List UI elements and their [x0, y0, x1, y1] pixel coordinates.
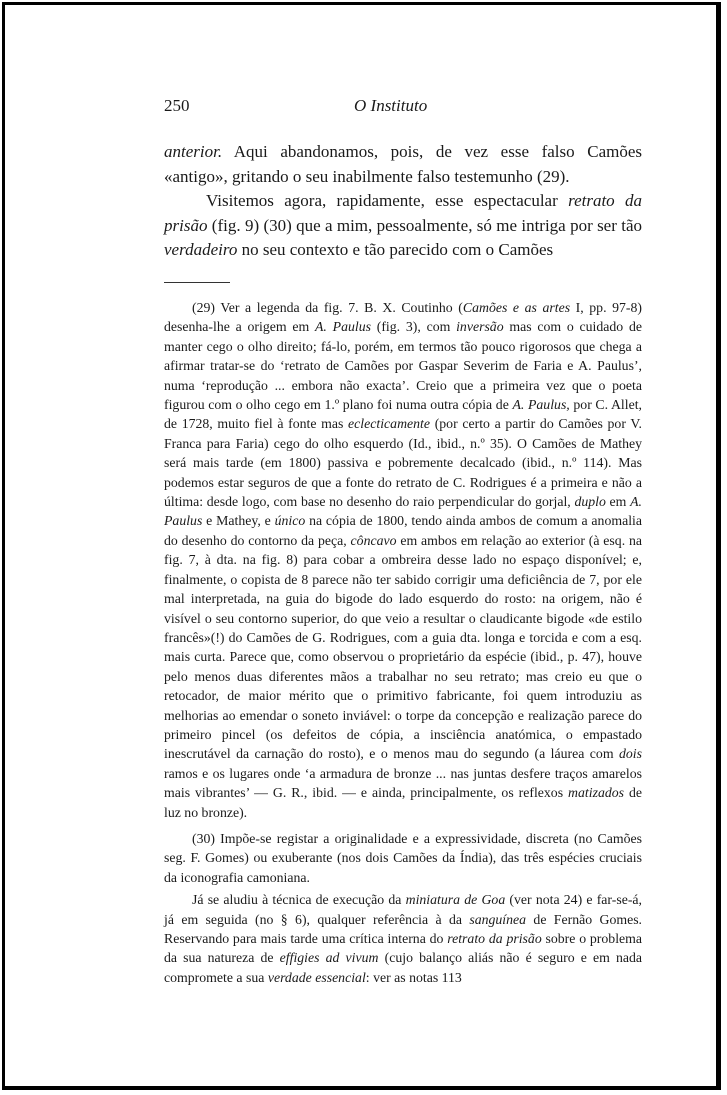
text-run: de Fernão Gomes. Reservando para mais tarde uma crítica interna do — [164, 911, 643, 946]
text-run: (cujo balanço aliás não é seguro e em nada compromete a sua — [164, 950, 642, 985]
italic-text: A. Paulus — [164, 494, 642, 529]
text-run: : ver as notas 113 — [365, 969, 462, 985]
text-run: Aqui abandonamos, pois, de vez esse falso Camões «antigo», gritando o seu inabilmente falso testemunho (29). — [164, 142, 642, 186]
italic-text: A. Paulus, — [512, 397, 570, 413]
italic-text: anterior. — [164, 142, 223, 161]
footnote-separator — [164, 282, 230, 283]
text-run: (30) Impõe-se registar a originalidade e a expressividade, discreta (no Camões seg. F. Gomes) ou exuberante (nos dois Camões da Índia), das três espécies cruciais da iconografia camoniana. — [164, 830, 642, 885]
text-run: em — [605, 494, 631, 510]
body-paragraph — [164, 189, 642, 263]
running-title: O Instituto — [354, 96, 428, 115]
text-run: ramos e os lugares onde ‘a armadura de bronze ... nas juntas desfere traços amarelos mais vibrantes’ — G. R., ibid. — e ainda, principalmente, os reflexos — [164, 765, 642, 801]
footnote-29 — [164, 298, 642, 822]
italic-text: verdade essencial — [267, 969, 366, 985]
text-run: no seu contexto e tão parecido com o Camões — [237, 240, 554, 260]
text-run: (ver nota 24) e far-se-á, já em seguida (no § 6), qualquer referência à da — [164, 892, 642, 927]
text-run: Visitemos agora, rapidamente, esse espectacular — [206, 191, 569, 211]
text-run: e Mathey, e — [202, 513, 275, 529]
text-run: Já se aludiu à técnica de execução da — [192, 892, 406, 908]
body-text — [164, 140, 642, 263]
italic-text: dois — [619, 746, 642, 762]
footnote-30-continued — [164, 890, 642, 987]
text-run: em ambos em relação ao exterior (à esq. na fig. 7, à dta. na fig. 8) para cobar a ombreira desse lado no espaço disponível; e, finalmente, o copista de 8 parece não ter sabido corrigir uma deficiência de 7, por ele mal interpretada, na guia do bigode do lado esquerdo do rosto: na origem, não é visível o seu contorno superior, do que veio a resultar o claudicante bigode «de estilo francês»(!) do Camões de G. Rodrigues, com a guia dta. longa e torcida e com a esq. mais curta. Parece que, como observou o proprietário da espécie (ibid., p. 47), houve pelo menos duas diferentes mãos a trabalhar no seu retrato; mas creio eu que o retocador, de maior mérito que o primitivo fabricante, foi quem introduziu as melhorias ao emendar o soneto inviável: o torpe da concepção e realização parece do primeiro pincel (os defeitos de cópia, a insciência anatómica, o empastado inescrutável da carnação do rosto), e o menos mau do segundo (a láurea com — [164, 532, 642, 762]
text-run: (fig. 9) (30) que a mim, pessoalmente, só me intriga por ser tão — [207, 215, 642, 235]
text-run: na cópia de 1800, tendo ainda ambos de comum a anomalia do desenho do contorno da peça, — [164, 513, 642, 548]
text-run: I, pp. 97-8) desenha-lhe a origem em — [164, 300, 642, 335]
footnotes — [164, 298, 642, 987]
italic-text: eclecticamente — [348, 416, 431, 432]
page-header — [164, 96, 642, 120]
italic-text: côncavo — [350, 532, 397, 548]
text-run: mas com o cuidado de manter cego o olho direito; fá-lo, porém, em termos tão pouco rigorosos que chega a afirmar tratar-se do ‘retrato de Camões por Gaspar Severim de Faria e A. Paulus’, numa ‘reprodução ... embora não exacta’. Creio que a primeira vez que o poeta figurou com o olho cego em 1.º plano foi numa outra cópia de — [164, 319, 642, 413]
italic-text: inversão — [456, 319, 504, 335]
italic-text: matizados — [568, 785, 625, 801]
italic-text: único — [274, 513, 306, 529]
italic-text: duplo — [574, 494, 606, 510]
text-run: sobre o problema da sua natureza de — [164, 931, 643, 966]
page-number: 250 — [164, 96, 190, 115]
body-paragraph — [164, 140, 642, 189]
text-run: de luz no bronze). — [164, 785, 642, 820]
italic-text: A. Paulus — [315, 319, 371, 335]
text-run: (por certo a partir do Camões por V. Franca para Faria) cego do olho esquerdo (Id., ibid., n.º 35). O Camões de Mathey será mais tarde (em 1800) passiva e pobremente decalcado (ibid., n.º 114). Mas podemos estar seguros de que a fonte do retrato de C. Rodrigues é a primeira e não a última: desde logo, com base no desenho do raio perpendicular do gorjal, — [164, 416, 642, 510]
italic-text: verdadeiro — [164, 240, 238, 260]
italic-text: Camões e as artes — [462, 300, 571, 315]
italic-text: effigies ad vivum — [279, 950, 379, 966]
italic-text: retrato da prisão — [447, 931, 542, 946]
text-run: (29) Ver a legenda da fig. 7. B. X. Coutinho ( — [192, 300, 463, 315]
italic-text: miniatura de Goa — [405, 892, 506, 908]
text-run: (fig. 3), com — [370, 319, 457, 335]
text-run: por C. Allet, de 1728, muito fiel à fonte mas — [164, 397, 642, 432]
footnote-30 — [164, 829, 642, 887]
italic-text: retrato da prisão — [164, 191, 643, 235]
italic-text: sanguínea — [469, 911, 527, 927]
